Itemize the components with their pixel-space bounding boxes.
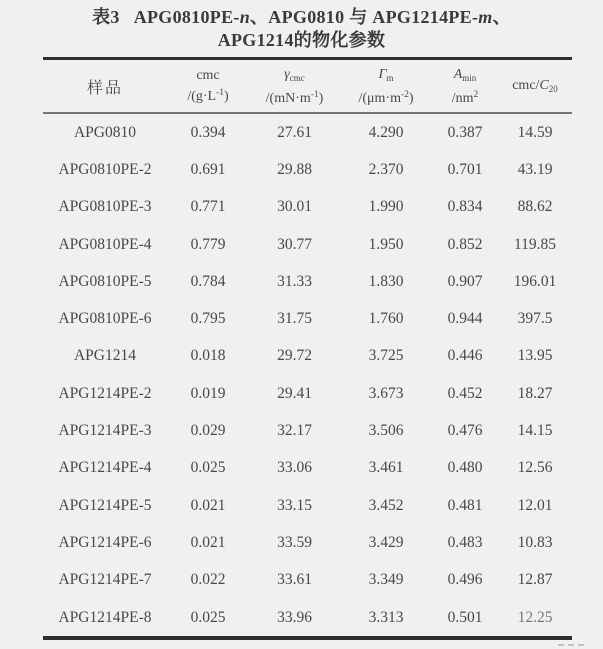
gamma-m-cell: 1.990 bbox=[368, 198, 404, 216]
sample-cell: APG1214PE-7 bbox=[58, 571, 152, 589]
gamma-m-cell: 3.349 bbox=[368, 571, 404, 589]
sample-cell: APG0810PE-4 bbox=[58, 235, 152, 253]
cmc-cell: 0.021 bbox=[190, 496, 226, 514]
gamma-cmc-cell: 30.01 bbox=[277, 198, 312, 216]
cmc-c20-cell: 18.27 bbox=[517, 384, 553, 402]
cmc-c20-cell: 119.85 bbox=[513, 235, 557, 253]
a-min-cell: 0.483 bbox=[447, 533, 483, 551]
cmc-cell: 0.771 bbox=[190, 198, 226, 216]
cmc-cell: 0.691 bbox=[190, 160, 226, 178]
cmc-cell: 0.779 bbox=[190, 235, 226, 253]
cmc-cell: 0.019 bbox=[190, 384, 226, 402]
gamma-m-cell: 3.313 bbox=[368, 608, 404, 626]
col-header-gamma-m: $\Gamma_m$ $/(\mu m\cdot m^{-2})$ bbox=[358, 66, 414, 106]
gamma-cmc-cell: 30.77 bbox=[277, 235, 312, 253]
physico-chemical-parameters-table bbox=[43, 57, 572, 640]
sample-cell: APG1214PE-5 bbox=[58, 496, 152, 514]
table-row bbox=[43, 599, 572, 638]
gamma-cmc-cell: 31.75 bbox=[277, 310, 312, 328]
a-min-cell: 0.852 bbox=[447, 235, 483, 253]
sample-cell: APG1214PE-4 bbox=[58, 459, 152, 477]
gamma-cmc-cell: 29.72 bbox=[277, 347, 312, 365]
gamma-m-cell: 3.452 bbox=[368, 496, 404, 514]
gamma-cmc-cell: 29.41 bbox=[277, 384, 312, 402]
table-title bbox=[0, 6, 603, 52]
table-row bbox=[43, 524, 572, 561]
cmc-c20-cell: 397.5 bbox=[517, 310, 553, 328]
gamma-m-cell: 3.429 bbox=[368, 533, 404, 551]
sample-cell: APG0810 bbox=[73, 123, 136, 141]
table-row bbox=[43, 151, 572, 188]
col-header-sample: 样品 bbox=[86, 79, 123, 97]
a-min-cell: 0.944 bbox=[447, 310, 483, 328]
cmc-c20-cell: 12.87 bbox=[517, 571, 553, 589]
gamma-m-cell: 3.461 bbox=[368, 459, 404, 477]
cmc-cell: 0.018 bbox=[190, 347, 226, 365]
cmc-c20-cell: 12.01 bbox=[517, 496, 553, 514]
cmc-c20-cell: 14.59 bbox=[517, 123, 553, 141]
a-min-cell: 0.481 bbox=[447, 496, 483, 514]
watermark-remnant bbox=[558, 644, 584, 646]
a-min-cell: 0.701 bbox=[447, 160, 483, 178]
gamma-cmc-cell: 33.61 bbox=[277, 571, 312, 589]
cmc-c20-cell: 13.95 bbox=[517, 347, 553, 365]
sample-cell: APG1214PE-8 bbox=[58, 608, 152, 626]
gamma-cmc-cell: 29.88 bbox=[277, 160, 312, 178]
cmc-c20-cell: 88.62 bbox=[517, 198, 553, 216]
cmc-c20-cell: 43.19 bbox=[517, 160, 553, 178]
gamma-m-cell: 3.725 bbox=[368, 347, 404, 365]
gamma-cmc-cell: 33.59 bbox=[277, 533, 312, 551]
header-row bbox=[43, 59, 572, 114]
sample-cell: APG1214PE-2 bbox=[58, 384, 152, 402]
table-row bbox=[43, 375, 572, 412]
col-header-gamma-cmc: $\gamma_{cmc}$ $/(mN\cdot m^{-1})$ bbox=[265, 66, 324, 106]
a-min-cell: 0.834 bbox=[447, 198, 483, 216]
cmc-cell: 0.021 bbox=[190, 533, 226, 551]
gamma-cmc-cell: 27.61 bbox=[277, 123, 312, 141]
gamma-m-cell: 2.370 bbox=[368, 160, 404, 178]
gamma-cmc-cell: 33.15 bbox=[277, 496, 312, 514]
gamma-m-cell: 3.673 bbox=[368, 384, 404, 402]
cmc-cell: 0.784 bbox=[190, 272, 226, 290]
col-header-cmc-c20: cmc/$C_{20}$ bbox=[512, 78, 558, 94]
sample-cell: APG1214 bbox=[73, 347, 136, 365]
table-row bbox=[43, 562, 572, 599]
cmc-cell: 0.394 bbox=[190, 123, 226, 141]
table-row bbox=[43, 113, 572, 151]
gamma-m-cell: 1.830 bbox=[368, 272, 404, 290]
table-row bbox=[43, 450, 572, 487]
cmc-c20-cell: 14.15 bbox=[517, 422, 553, 440]
sample-cell: APG0810PE-2 bbox=[58, 160, 152, 178]
gamma-m-cell: 1.950 bbox=[368, 235, 404, 253]
a-min-cell: 0.496 bbox=[447, 571, 483, 589]
table-body bbox=[43, 113, 572, 638]
cmc-cell: 0.022 bbox=[190, 571, 226, 589]
table-number: 表3 bbox=[92, 7, 120, 27]
cmc-cell: 0.025 bbox=[190, 608, 226, 626]
gamma-cmc-cell: 32.17 bbox=[277, 422, 312, 440]
sample-cell: APG0810PE-5 bbox=[58, 272, 152, 290]
cmc-cell: 0.795 bbox=[190, 310, 226, 328]
cmc-c20-cell: 12.56 bbox=[517, 459, 553, 477]
gamma-cmc-cell: 33.06 bbox=[277, 459, 312, 477]
table-title-line1: 表3 APG0810PE-n、APG0810 与 APG1214PE-m、 bbox=[92, 7, 511, 27]
gamma-m-cell: 3.506 bbox=[368, 422, 404, 440]
gamma-m-cell: 1.760 bbox=[368, 310, 404, 328]
col-header-cmc: cmc $/(g\cdot L^{-1})$ bbox=[187, 68, 229, 104]
table-row bbox=[43, 189, 572, 226]
cmc-cell: 0.025 bbox=[190, 459, 226, 477]
sample-cell: APG0810PE-3 bbox=[58, 198, 152, 216]
a-min-cell: 0.387 bbox=[447, 123, 483, 141]
col-header-a-min: $A_{min}$ $/nm^2$ bbox=[451, 66, 479, 106]
a-min-cell: 0.501 bbox=[447, 608, 483, 626]
cmc-cell: 0.029 bbox=[190, 422, 226, 440]
cmc-c20-cell: 196.01 bbox=[513, 272, 557, 290]
gamma-cmc-cell: 33.96 bbox=[277, 608, 312, 626]
a-min-cell: 0.452 bbox=[447, 384, 483, 402]
a-min-cell: 0.476 bbox=[447, 422, 483, 440]
cmc-c20-cell: 10.83 bbox=[517, 533, 553, 551]
table-row bbox=[43, 338, 572, 375]
sample-cell: APG1214PE-3 bbox=[58, 422, 152, 440]
gamma-cmc-cell: 31.33 bbox=[277, 272, 312, 290]
table-row bbox=[43, 226, 572, 263]
gamma-m-cell: 4.290 bbox=[368, 123, 404, 141]
table-header bbox=[43, 59, 572, 114]
table-row bbox=[43, 300, 572, 337]
sample-cell: APG0810PE-6 bbox=[58, 310, 152, 328]
a-min-cell: 0.907 bbox=[447, 272, 483, 290]
table-title-line2: APG1214的物化参数 bbox=[217, 30, 386, 50]
table-row bbox=[43, 487, 572, 524]
table-row bbox=[43, 263, 572, 300]
cmc-c20-cell: 12.25 bbox=[517, 608, 553, 626]
table-row bbox=[43, 412, 572, 449]
a-min-cell: 0.480 bbox=[447, 459, 483, 477]
sample-cell: APG1214PE-6 bbox=[58, 533, 152, 551]
a-min-cell: 0.446 bbox=[447, 347, 483, 365]
